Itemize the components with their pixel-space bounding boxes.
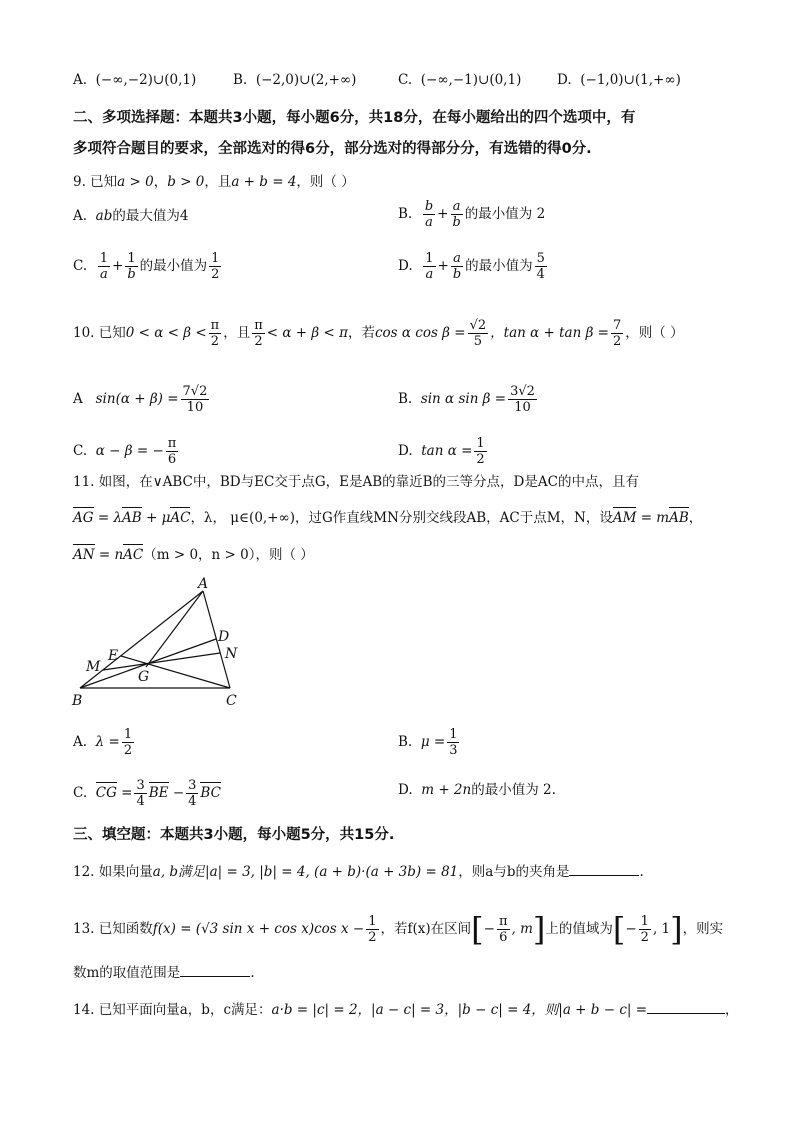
top-option-b xyxy=(233,70,356,90)
section2-line2: 多项符合题目的要求，全部选对的得6分，部分选对的得部分分，有选错的得0分. xyxy=(73,141,592,157)
label-a: A xyxy=(198,576,209,592)
q9-option-a: A. ab的最大值为4 xyxy=(73,208,189,224)
option-letter: D. xyxy=(557,72,572,88)
label-g: G xyxy=(138,669,150,685)
fraction: $\frac{1}{a}$ xyxy=(99,251,109,282)
answer-blank[interactable] xyxy=(647,1013,725,1014)
fraction: $\frac{3√2}{10}$ xyxy=(510,384,535,415)
option-math: (−∞,−2)∪(0,1) xyxy=(95,72,197,88)
q14-stem: 14. 已知平面向量a，b，c满足：a·b = |c| = 2，|a − c| = 3，|b − c| = 4，则|a + b − c| = ， xyxy=(73,1002,739,1018)
q12-stem: 12. 如果向量a, b满足|a| = 3, |b| = 4, (a + b)·(a + 3b) = 81，则a与b的夹角是 . xyxy=(73,864,644,880)
fraction: $\frac{1}{2}$ xyxy=(211,251,220,282)
option-letter: B. xyxy=(233,72,248,88)
q10-option-d: D. tan α = $\frac{1}{2}$ xyxy=(398,436,485,467)
q9-option-b: B. $\frac{b}{a}$ + $\frac{a}{b}$ 的最小值为 2 xyxy=(398,199,546,230)
q11-option-d: D. m + 2n的最小值为 2. xyxy=(398,782,556,798)
fraction: $\frac{1}{2}$ xyxy=(123,727,133,758)
fraction: $\frac{7√2}{10}$ xyxy=(182,384,208,415)
triangle-figure xyxy=(70,575,260,715)
fraction: $\frac{a}{b}$ xyxy=(452,199,461,230)
label-d: D xyxy=(218,629,230,645)
answer-blank[interactable] xyxy=(180,976,250,977)
q11-line2: AG = λAB + μAC，λ， μ∈(0,+∞)，过G作直线MN分别交线段AB，AC于点M，N，设AM = mAB， xyxy=(73,510,703,526)
option-letter: A. xyxy=(73,72,88,88)
fraction: $\frac{1}{2}$ xyxy=(640,914,649,945)
q13-line2: 数m的取值范围是 . xyxy=(73,965,255,981)
q10-option-b: B. sin α sin β = $\frac{3√2}{10}$ xyxy=(398,384,535,415)
fraction: $\frac{\pi}{2}$ xyxy=(210,318,220,349)
label-m: M xyxy=(86,659,101,675)
label-n: N xyxy=(225,646,238,662)
top-option-d xyxy=(557,70,681,90)
q10-option-c: C. α − β = − $\frac{\pi}{6}$ xyxy=(73,436,177,467)
top-option-c xyxy=(398,70,521,90)
fraction: $\frac{\pi}{2}$ xyxy=(254,318,263,349)
fraction: $\frac{b}{a}$ xyxy=(424,199,434,230)
section2-line1: 二、多项选择题：本题共3小题，每小题6分，共18分，在每小题给出的四个选项中，有 xyxy=(73,110,636,126)
q10-stem: 10. 已知0 < α < β < $\frac{\pi}{2}$ ，且 $\frac{\pi}{2}$ < α + β < π，若cos α cos β = $\frac{√2}{5}$ ，tan α + tan β = $\frac{7}{2}$ ，则（ ） xyxy=(73,318,684,349)
q9-stem: 9. 已知a > 0，b > 0，且a + b = 4，则（ ） xyxy=(73,174,355,190)
fraction: $\frac{√2}{5}$ xyxy=(469,318,487,349)
q9-option-d: D. $\frac{1}{a}$ + $\frac{a}{b}$ 的最小值为 $\frac{5}{4}$ xyxy=(398,251,545,282)
option-math: (−1,0)∪(1,+∞) xyxy=(580,72,681,88)
fraction: $\frac{1}{2}$ xyxy=(368,914,377,945)
q11-option-c: C. CG = $\frac{3}{4}$ BE − $\frac{3}{4}$ BC xyxy=(73,778,221,809)
option-math: (−∞,−1)∪(0,1) xyxy=(420,72,522,88)
fraction: $\frac{3}{4}$ xyxy=(136,778,145,809)
fraction: $\frac{\pi}{6}$ xyxy=(498,914,508,945)
q13-stem: 13. 已知函数f(x) = (√3 sin x + cos x)cos x − $\frac{1}{2}$ ，若f(x)在区间[− $\frac{\pi}{6}$ , m]上的值域为[− $\frac{1}{2}$ , 1]，则实 xyxy=(73,910,724,949)
fraction: $\frac{1}{3}$ xyxy=(449,727,458,758)
fraction: $\frac{a}{b}$ xyxy=(452,251,462,282)
q11-line1: 11. 如图，在∨ABC中，BD与EC交于点G，E是AB的靠近B的三等分点，D是AC的中点，且有 xyxy=(73,474,639,490)
option-letter: C. xyxy=(398,72,413,88)
fraction: $\frac{7}{2}$ xyxy=(613,318,622,349)
q10-option-a: A sin(α + β) = $\frac{7√2}{10}$ xyxy=(73,384,208,415)
q11-option-b: B. μ = $\frac{1}{3}$ xyxy=(398,727,458,758)
label-e: E xyxy=(108,648,119,664)
q11-option-a: A. λ = $\frac{1}{2}$ xyxy=(73,727,133,758)
fraction: $\frac{1}{2}$ xyxy=(476,436,485,467)
option-math: (−2,0)∪(2,+∞) xyxy=(255,72,357,88)
answer-blank[interactable] xyxy=(569,875,639,876)
q9-option-c: C. $\frac{1}{a}$ + $\frac{1}{b}$ 的最小值为 $\frac{1}{2}$ xyxy=(73,251,220,282)
label-b: B xyxy=(72,693,83,709)
label-c: C xyxy=(226,693,237,709)
top-option-a xyxy=(73,70,196,90)
fraction: $\frac{1}{a}$ xyxy=(425,251,434,282)
fraction: $\frac{\pi}{6}$ xyxy=(167,436,177,467)
fraction: $\frac{5}{4}$ xyxy=(536,251,545,282)
q11-line3: AN = nAC（m > 0，n > 0），则（ ） xyxy=(73,547,314,563)
fraction: $\frac{3}{4}$ xyxy=(188,778,197,809)
fraction: $\frac{1}{b}$ xyxy=(127,251,136,282)
section3-title: 三、填空题：本题共3小题，每小题5分，共15分. xyxy=(73,827,395,843)
